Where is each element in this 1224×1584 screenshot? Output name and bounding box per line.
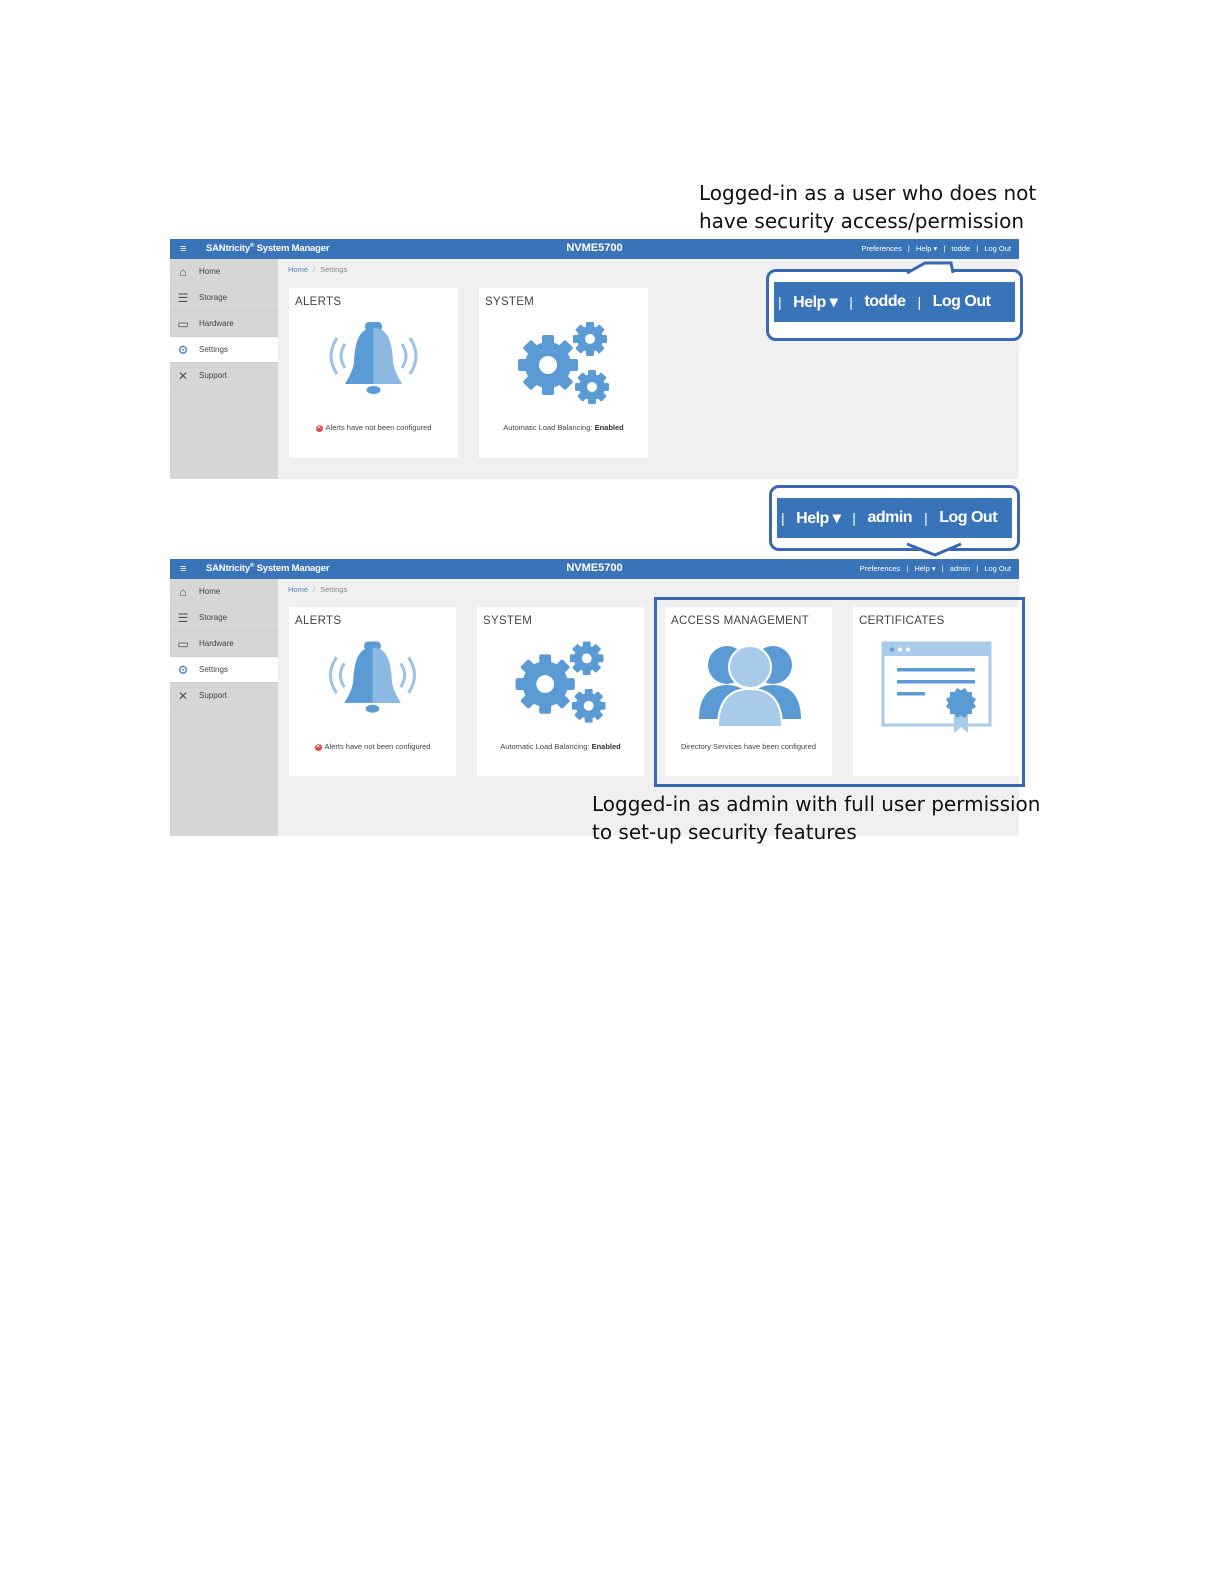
- home-icon: ⌂: [179, 264, 187, 279]
- logout-link[interactable]: Log Out: [984, 564, 1011, 573]
- alerts-title: ALERTS: [295, 615, 342, 627]
- breadcrumb-current: Settings: [320, 585, 348, 594]
- sidebar-item-support[interactable]: ✕ Support: [170, 683, 278, 709]
- callout-user-links: [766, 269, 1023, 341]
- alerts-tile[interactable]: [289, 607, 456, 776]
- header-links: Preferences | Help ▾ | admin | Log Out: [859, 564, 1011, 573]
- access-management-status: Directory Services have been configured: [680, 742, 817, 751]
- caption-top: [699, 179, 1036, 235]
- caption-top-line2: have security access/permission: [699, 209, 1024, 233]
- header-bar: [170, 239, 1019, 259]
- security-tiles-highlight: [654, 597, 1025, 787]
- system-tile[interactable]: [477, 607, 644, 776]
- breadcrumb-home[interactable]: Home: [288, 265, 309, 274]
- tools-icon: ✕: [177, 368, 189, 383]
- callout-help-menu[interactable]: Help ▾: [796, 510, 841, 527]
- bell-icon: [289, 314, 458, 424]
- sidebar: [170, 579, 278, 836]
- callout-admin-pointer: [905, 542, 965, 558]
- caption-top-line1: Logged-in as a user who does not: [699, 181, 1037, 205]
- breadcrumb-current: Settings: [320, 265, 348, 274]
- gear-icon: ⚙: [177, 662, 189, 677]
- system-tile[interactable]: [479, 288, 648, 458]
- alerts-tile[interactable]: [289, 288, 458, 458]
- user-name-link[interactable]: todde: [951, 244, 971, 253]
- certificates-title: CERTIFICATES: [859, 615, 945, 627]
- system-name: NVME5700: [566, 242, 623, 254]
- home-icon: ⌂: [179, 584, 187, 599]
- preferences-link[interactable]: Preferences: [861, 244, 902, 253]
- sidebar-item-hardware[interactable]: ▭ Hardware: [170, 631, 278, 657]
- sidebar-item-home[interactable]: ⌂ Home: [170, 579, 278, 605]
- alerts-title: ALERTS: [295, 296, 342, 308]
- sidebar-item-home[interactable]: ⌂ Home: [170, 259, 278, 285]
- callout-user-name[interactable]: admin: [867, 509, 913, 526]
- gear-icon: ⚙: [177, 342, 189, 357]
- hardware-icon: ▭: [177, 316, 189, 331]
- sidebar: [170, 259, 278, 479]
- app-title: SANtricity® System Manager: [206, 243, 330, 255]
- storage-icon: ☰: [177, 290, 189, 305]
- callout-admin-links: [769, 485, 1020, 551]
- error-icon: ✕: [315, 743, 321, 750]
- hardware-icon: ▭: [177, 636, 189, 651]
- callout-user-pointer: [905, 259, 955, 275]
- caption-bottom: [592, 790, 1040, 846]
- gears-icon: [479, 314, 648, 424]
- sidebar-item-settings[interactable]: ⚙ Settings: [170, 657, 278, 683]
- caption-bottom-line1: Logged-in as admin with full user permission: [592, 792, 1041, 816]
- storage-icon: ☰: [177, 610, 189, 625]
- header-links: Preferences | Help ▾ | todde | Log Out: [861, 244, 1011, 253]
- sidebar-item-hardware[interactable]: ▭ Hardware: [170, 311, 278, 337]
- tools-icon: ✕: [177, 688, 189, 703]
- error-icon: ✕: [316, 424, 322, 431]
- alerts-status: ✕ Alerts have not been configured: [316, 423, 432, 432]
- callout-admin-bar: | Help ▾ | admin | Log Out: [777, 498, 1012, 538]
- hamburger-menu-icon[interactable]: ≡: [180, 563, 187, 575]
- breadcrumb: Home / Settings: [288, 265, 348, 274]
- preferences-link[interactable]: Preferences: [859, 564, 901, 573]
- sidebar-item-settings[interactable]: ⚙ Settings: [170, 337, 278, 363]
- callout-help-menu[interactable]: Help ▾: [793, 294, 838, 311]
- help-menu[interactable]: Help ▾: [914, 564, 936, 573]
- breadcrumb: Home / Settings: [288, 585, 348, 594]
- system-title: SYSTEM: [483, 615, 533, 627]
- app-title: SANtricity® System Manager: [206, 563, 330, 575]
- callout-logout[interactable]: Log Out: [932, 293, 991, 310]
- system-status: Automatic Load Balancing: Enabled: [500, 742, 621, 751]
- alerts-status: ✕ Alerts have not been configured: [315, 742, 431, 751]
- bell-icon: [289, 633, 456, 743]
- callout-logout[interactable]: Log Out: [939, 509, 998, 526]
- sidebar-item-support[interactable]: ✕ Support: [170, 363, 278, 389]
- help-menu[interactable]: Help ▾: [915, 244, 938, 253]
- system-name: NVME5700: [566, 562, 623, 574]
- sidebar-item-storage[interactable]: ☰ Storage: [170, 605, 278, 631]
- user-name-link[interactable]: admin: [949, 564, 971, 573]
- caption-bottom-line2: to set-up security features: [592, 820, 857, 844]
- system-status: Automatic Load Balancing: Enabled: [503, 423, 624, 432]
- header-bar: [170, 559, 1019, 579]
- callout-user-name[interactable]: todde: [864, 293, 906, 310]
- logout-link[interactable]: Log Out: [984, 244, 1011, 253]
- sidebar-item-storage[interactable]: ☰ Storage: [170, 285, 278, 311]
- system-title: SYSTEM: [485, 296, 535, 308]
- breadcrumb-home[interactable]: Home: [288, 585, 309, 594]
- hamburger-menu-icon[interactable]: ≡: [180, 243, 187, 255]
- gears-icon: [477, 633, 644, 743]
- access-management-title: ACCESS MANAGEMENT: [671, 615, 810, 627]
- callout-user-bar: | Help ▾ | todde | Log Out: [774, 282, 1015, 322]
